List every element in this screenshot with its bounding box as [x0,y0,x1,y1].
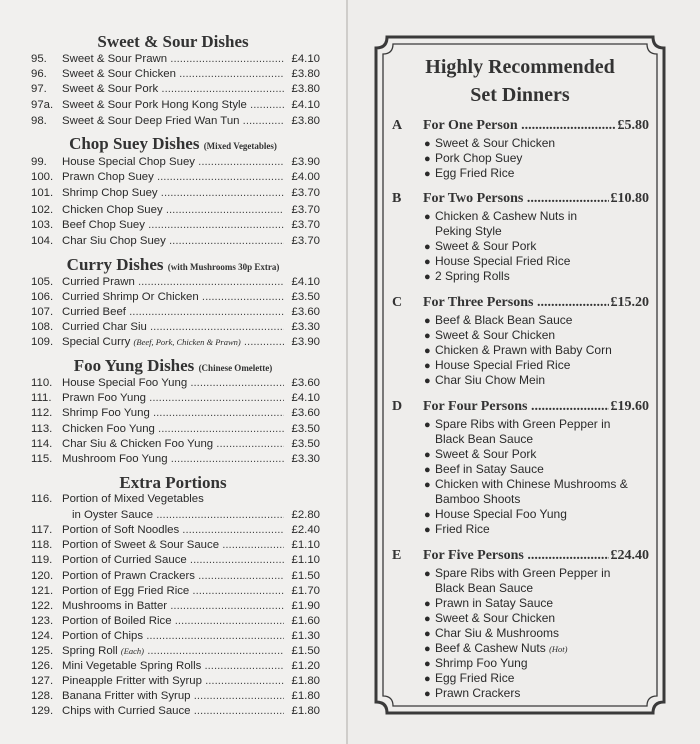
set-label: For Five Persons ..... [423,548,649,563]
item-number: 125. [31,645,54,657]
item-name: Portion of Boiled Rice [62,615,172,627]
item-name: Chips with Curried Sauce [62,705,191,717]
item-number: 102. [31,204,54,216]
item-number: 127. [31,675,54,687]
section-title: Sweet & Sour Dishes [97,32,249,51]
item-number: 98. [31,115,47,127]
section-note: (with Mushrooms 30p Extra) [167,262,280,272]
set-label: For Three Persons ..... [423,295,649,310]
item-number: 117. [31,524,53,536]
item-name: Char Siu Chop Suey [62,235,166,247]
item-name: House Special Foo Yung [62,377,188,389]
set-item-continued: Black Bean Sauce [435,432,534,446]
item-number: 101. [31,187,54,199]
item-number: 126. [31,660,54,672]
section-foo-yung [0,356,346,376]
set-item: ● Egg Fried Rice [424,671,515,685]
item-price: £3.50 [291,423,320,435]
item-name: Sweet & Sour Prawn [62,53,168,65]
set-item: ● House Special Fried Rice [424,254,571,268]
set-item: ● Beef in Satay Sauce [424,462,544,476]
set-label: For Four Persons ..... [423,399,649,414]
item-price: £1.80 [291,675,320,687]
item-name: Banana Fritter with Syrup [62,690,191,702]
item-number: 110. [31,377,53,389]
set-item: ● Chicken & Cashew Nuts in [424,209,578,223]
item-price: £3.30 [291,453,320,465]
menu-item [0,437,346,452]
item-number: 107. [31,306,54,318]
item-number: 118. [31,539,53,551]
item-name: Portion of Soft Noodles [62,524,180,536]
menu-item [0,82,346,97]
set-item-continued: Black Bean Sauce [435,581,534,595]
item-price: £1.60 [291,615,320,627]
menu-item [0,644,346,659]
item-price: £1.50 [291,645,320,657]
item-number: 121. [31,585,54,597]
item-price: £3.80 [291,83,320,95]
item-name: Prawn Foo Yung [62,392,147,404]
set-item: ● Egg Fried Rice [424,166,515,180]
set-item: ● Sweet & Sour Chicken [424,611,556,625]
item-number: 109. [31,336,54,348]
item-price: £3.70 [291,219,320,231]
menu-item-continued [0,508,346,523]
menu-item [0,674,346,689]
item-name: Mushroom Foo Yung [62,453,168,465]
menu-item [0,155,346,170]
item-price: £3.70 [291,187,320,199]
set-letter: E [392,548,402,563]
item-price: £3.70 [291,204,320,216]
item-price: £1.30 [291,630,320,642]
item-name: Curried Shrimp Or Chicken [62,291,199,303]
menu-item [0,98,346,113]
item-price: £1.80 [291,690,320,702]
section-extra-portions [0,473,346,493]
item-name: Prawn Chop Suey [62,171,154,183]
menu-item [0,599,346,614]
item-price: £1.90 [291,600,320,612]
menu-item [0,320,346,335]
menu-item [0,538,346,553]
menu-item [0,704,346,719]
item-price: £4.10 [291,99,320,111]
set-price: £15.20 [610,295,649,310]
set-item: ● Spare Ribs with Green Pepper in [424,417,611,431]
set-price: £10.80 [610,191,649,206]
item-number: 95. [31,53,47,65]
set-letter: A [392,118,403,133]
set-item: ● Sweet & Sour Chicken [424,328,556,342]
section-title: Chop Suey Dishes [69,134,200,153]
set-item-continued: Peking Style [435,224,502,238]
item-number: 116. [31,493,53,505]
item-price: £4.10 [291,53,320,65]
set-header [423,118,649,136]
set-item: ● Shrimp Foo Yung [424,656,528,670]
item-name: Sweet & Sour Pork [62,83,159,95]
set-item: ● Chicken with Chinese Mushrooms & [424,477,628,491]
section-title: Extra Portions [119,473,227,492]
set-item: ● Sweet & Sour Pork [424,447,537,461]
menu-item [0,422,346,437]
set-letter: C [392,295,403,310]
set-item: ● Beef & Cashew Nuts (Hot) [424,641,568,655]
item-name: in Oyster Sauce [72,509,154,521]
set-item: ● Beef & Black Bean Sauce [424,313,573,327]
item-name: Mushrooms in Batter [62,600,168,612]
menu-item [0,234,346,249]
item-name: Sweet & Sour Deep Fried Wan Tun [62,115,240,127]
item-price: £3.60 [291,407,320,419]
menu-item [0,203,346,218]
item-name: Special Curry [62,336,131,348]
item-price: £2.80 [291,509,320,521]
item-price: £3.30 [291,321,320,333]
set-item: ● House Special Fried Rice [424,358,571,372]
menu-item [0,218,346,233]
set-item: ● Spare Ribs with Green Pepper in [424,566,611,580]
menu-item [0,584,346,599]
item-price: £4.10 [291,392,320,404]
item-number: 100. [31,171,54,183]
item-number: 123. [31,615,54,627]
item-price: £3.50 [291,438,320,450]
item-price: £3.80 [291,115,320,127]
item-price: £3.60 [291,306,320,318]
menu-item [0,335,346,350]
item-price: £1.10 [291,554,320,566]
item-name: Portion of Sweet & Sour Sauce [62,539,220,551]
item-name: Portion of Egg Fried Rice [62,585,190,597]
menu-item [0,553,346,568]
section-note: (Mixed Vegetables) [203,141,277,151]
item-price: £3.50 [291,291,320,303]
set-item: ● Prawn Crackers [424,686,521,700]
menu-item [0,275,346,290]
section-note: (Chinese Omelette) [198,363,273,373]
item-number: 97. [31,83,47,95]
item-number: 112. [31,407,53,419]
item-name: Shrimp Foo Yung [62,407,150,419]
set-item: ● Fried Rice [424,522,490,536]
menu-item [0,52,346,67]
item-note: (Each) [120,646,145,656]
item-name: House Special Chop Suey [62,156,195,168]
set-letter: D [392,399,403,414]
set-item: ● Char Siu Chow Mein [424,373,546,387]
item-number: 108. [31,321,54,333]
item-number: 124. [31,630,54,642]
item-number: 114. [31,438,53,450]
menu-item [0,689,346,704]
item-name: Mini Vegetable Spring Rolls [62,660,202,672]
item-price: £1.70 [291,585,320,597]
set-item: ● Chicken & Prawn with Baby Corn [424,343,612,357]
item-number: 103. [31,219,54,231]
item-price: £3.90 [291,336,320,348]
section-sweet-sour [0,32,346,52]
item-name: Chicken Foo Yung [62,423,155,435]
section-title: Curry Dishes [66,255,164,274]
item-number: 113. [31,423,53,435]
item-name: Portion of Mixed Vegetables [62,493,204,505]
item-price: £2.40 [291,524,320,536]
set-item: ● 2 Spring Rolls [424,269,510,283]
item-name: Shrimp Chop Suey [62,187,158,199]
set-header [423,399,649,417]
menu-item [0,305,346,320]
item-name: Portion of Chips [62,630,144,642]
item-name: Sweet & Sour Chicken [62,68,176,80]
menu-item [0,614,346,629]
item-price: £4.10 [291,276,320,288]
menu-item [0,492,346,507]
menu-item [0,406,346,421]
item-price: £1.80 [291,705,320,717]
item-number: 96. [31,68,47,80]
set-item: ● Sweet & Sour Pork [424,239,537,253]
item-name: Portion of Curried Sauce [62,554,187,566]
item-number: 122. [31,600,54,612]
item-number: 119. [31,554,53,566]
set-price: £5.80 [617,118,649,133]
item-number: 115. [31,453,53,465]
item-note: (Beef, Pork, Chicken & Prawn) [133,337,241,347]
item-price: £3.70 [291,235,320,247]
set-price: £24.40 [610,548,649,563]
item-price: £1.50 [291,570,320,582]
item-name: Portion of Prawn Crackers [62,570,195,582]
menu-item [0,629,346,644]
item-price: £1.20 [291,660,320,672]
menu-item [0,452,346,467]
set-item: ● House Special Foo Yung [424,507,567,521]
set-letter: B [392,191,402,206]
set-item: ● Char Siu & Mushrooms [424,626,560,640]
menu-item [0,376,346,391]
item-number: 129. [31,705,54,717]
item-name: Char Siu & Chicken Foo Yung [62,438,214,450]
menu-item [0,391,346,406]
item-number: 105. [31,276,54,288]
item-name: Pineapple Fritter with Syrup [62,675,202,687]
menu-item [0,170,346,185]
item-number: 128. [31,690,54,702]
set-label: For One Person ..... [423,118,649,133]
menu-item [0,186,346,201]
set-label: For Two Persons ..... [423,191,649,206]
set-item: ● Sweet & Sour Chicken [424,136,556,150]
item-price: £3.60 [291,377,320,389]
item-name: Curried Char Siu [62,321,147,333]
item-name: Curried Prawn [62,276,135,288]
set-item: ● Prawn in Satay Sauce [424,596,554,610]
item-price: £1.10 [291,539,320,551]
item-price: £3.80 [291,68,320,80]
set-dinners-subtitle: Set Dinners [470,84,570,106]
set-header [423,191,649,209]
menu-item [0,569,346,584]
item-number: 106. [31,291,54,303]
hot-note: (Hot) [549,644,568,654]
menu-item [0,290,346,305]
item-number: 104. [31,235,54,247]
menu-item [0,114,346,129]
section-curry [0,255,346,275]
item-number: 99. [31,156,47,168]
menu-item [0,523,346,538]
item-price: £3.90 [291,156,320,168]
set-price: £19.60 [610,399,649,414]
set-header [423,295,649,313]
item-name: Beef Chop Suey [62,219,145,231]
item-price: £4.00 [291,171,320,183]
menu-item [0,659,346,674]
item-name: Chicken Chop Suey [62,204,163,216]
set-header [423,548,649,566]
set-item: ● Pork Chop Suey [424,151,523,165]
menu-item [0,67,346,82]
item-number: 111. [31,392,52,404]
set-dinners-title: Highly Recommended [425,56,615,78]
item-number: 97a. [31,99,54,111]
item-name: Spring Roll [62,645,118,657]
section-title: Foo Yung Dishes [73,356,195,375]
item-name: Curried Beef [62,306,126,318]
item-number: 120. [31,570,54,582]
section-chop-suey [0,134,346,154]
set-item-continued: Bamboo Shoots [435,492,521,506]
item-name: Sweet & Sour Pork Hong Kong Style [62,99,247,111]
